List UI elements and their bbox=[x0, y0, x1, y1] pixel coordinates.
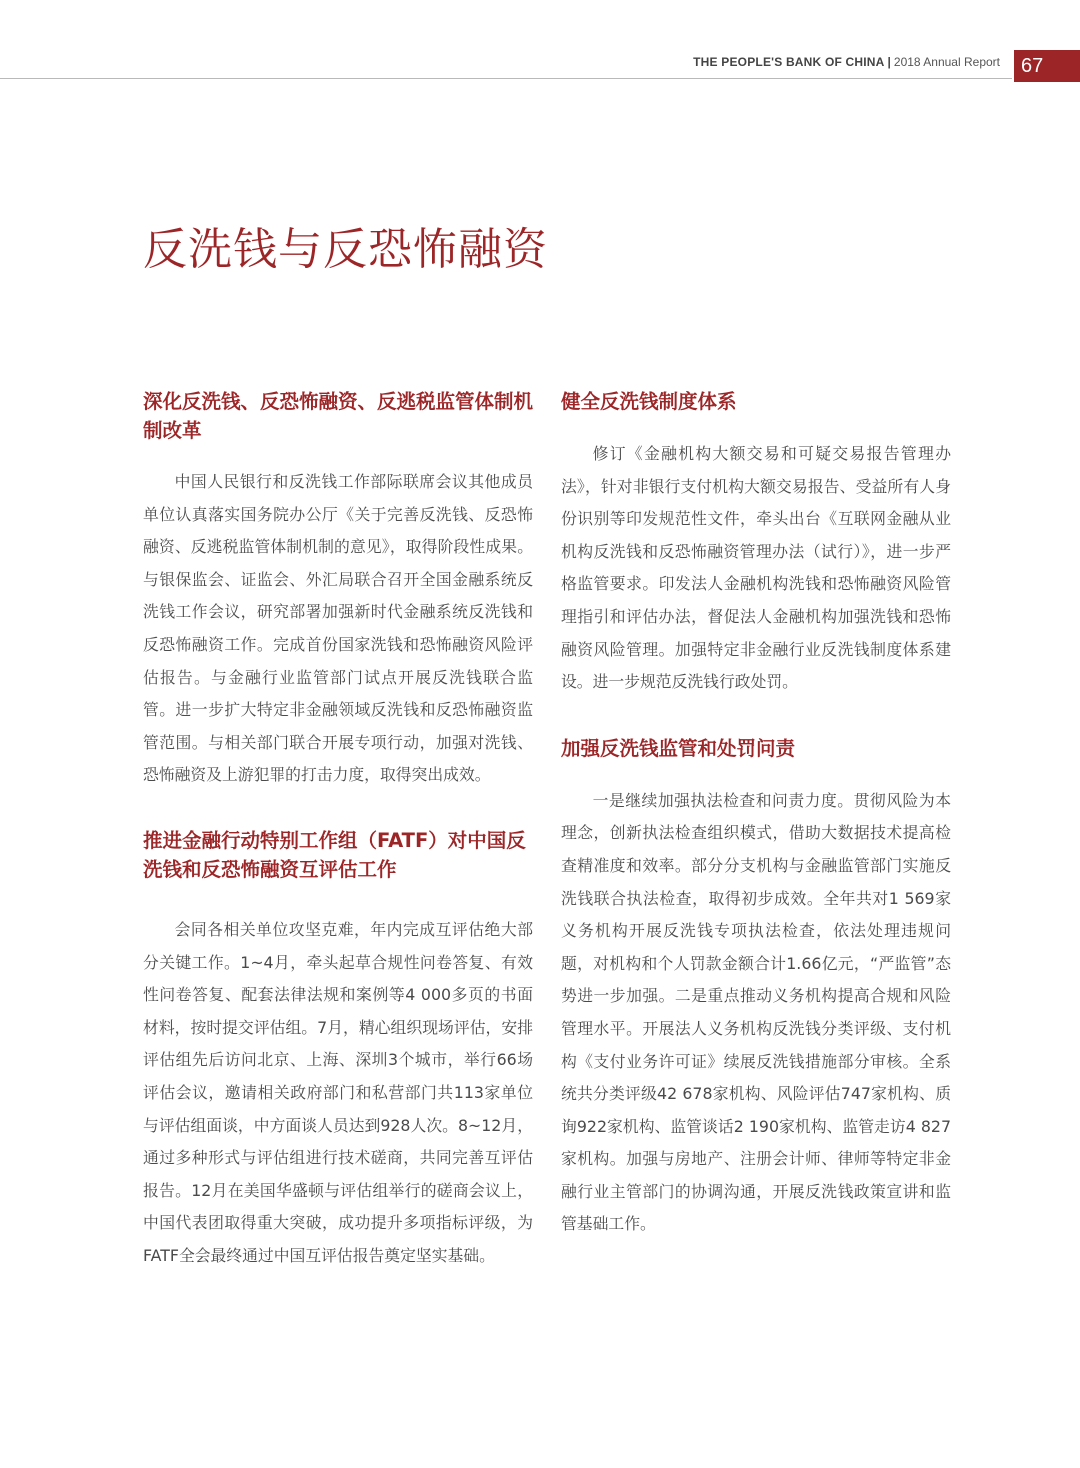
header-rule bbox=[0, 78, 1012, 79]
running-header bbox=[693, 55, 1000, 69]
section-heading-fatf: 推进金融行动特别工作组（FATF）对中国反洗钱和反恐怖融资互评估工作 bbox=[143, 828, 526, 881]
section-body-fatf: 会同各相关单位攻坚克难，年内完成互评估绝大部分关键工作。1~4月，牵头起草合规性问卷答复、有效性问卷答复、配套法律法规和案例等4 000多页的书面材料，按时提交评估组。7月，精心组织现场评估，安排评估组先后访问北京、上海、深圳3个城市，举行66场评估会议，邀请相关政府部门和私营部门共113家单位与评估组面谈，中方面谈人员达到928人次。8~12月，通过多种形式与评估组进行技术磋商，共同完善互评估报告。12月在美国华盛顿与评估组举行的磋商会议上，中国代表团取得重大突破，成功提升多项指标评级，为FATF全会最终通过中国互评估报告奠定坚实基础。 bbox=[143, 919, 533, 1265]
header-separator: | bbox=[887, 55, 891, 69]
page-number-tab bbox=[1014, 50, 1080, 82]
right-column bbox=[561, 384, 951, 1241]
section-body-system: 修订《金融机构大额交易和可疑交易报告管理办法》，针对非银行支付机构大额交易报告、受益所有人身份识别等印发规范性文件，牵头出台《互联网金融从业机构反洗钱和反恐怖融资管理办法（试行）》，进一步严格监管要求。印发法人金融机构洗钱和恐怖融资风险管理指引和评估办法，督促法人金融机构加强洗钱和恐怖融资风险管理。加强特定非金融行业反洗钱制度体系建设。进一步规范反洗钱行政处罚。 bbox=[561, 444, 951, 692]
section-body-reform: 中国人民银行和反洗钱工作部际联席会议其他成员单位认真落实国务院办公厅《关于完善反洗钱、反恐怖融资、反逃税监管体制机制的意见》，取得阶段性成果。与银保监会、证监会、外汇局联合召开全国金融系统反洗钱工作会议，研究部署加强新时代金融系统反洗钱和反恐怖融资工作。完成首份国家洗钱和恐怖融资风险评估报告。与金融行业监管部门试点开展反洗钱联合监管。进一步扩大特定非金融领域反洗钱和反恐怖融资监管范围。与相关部门联合开展专项行动，加强对洗钱、恐怖融资及上游犯罪的打击力度，取得突出成效。 bbox=[143, 472, 533, 785]
header-report: 2018 Annual Report bbox=[893, 55, 1000, 69]
left-column bbox=[143, 384, 533, 1272]
section-body-supervision: 一是继续加强执法检查和问责力度。贯彻风险为本理念，创新执法检查组织模式，借助大数据技术提高检查精准度和效率。部分分支机构与金融监管部门实施反洗钱联合执法检查，取得初步成效。全年共对1 569家义务机构开展反洗钱专项执法检查，依法处理违规问题，对机构和个人罚款金额合计1.66亿元，“严监管”态势进一步加强。二是重点推动义务机构提高合规和风险管理水平。开展法人义务机构反洗钱分类评级、支付机构《支付业务许可证》续展反洗钱措施部分审核。全系统共分类评级42 678家机构、风险评估747家机构、质询922家机构、监管谈话2 190家机构、监管走访4 827家机构。加强与房地产、注册会计师、律师等特定非金融行业主管部门的协调沟通，开展反洗钱政策宣讲和监管基础工作。 bbox=[561, 790, 951, 1234]
page-number: 67 bbox=[1021, 55, 1044, 77]
header-org: THE PEOPLE'S BANK OF CHINA bbox=[693, 55, 885, 69]
section-heading-supervision: 加强反洗钱监管和处罚问责 bbox=[561, 736, 796, 760]
section-heading-reform: 深化反洗钱、反恐怖融资、反逃税监管体制机制改革 bbox=[143, 390, 534, 442]
page-title: 反洗钱与反恐怖融资 bbox=[143, 224, 548, 275]
section-heading-system: 健全反洗钱制度体系 bbox=[561, 390, 737, 413]
